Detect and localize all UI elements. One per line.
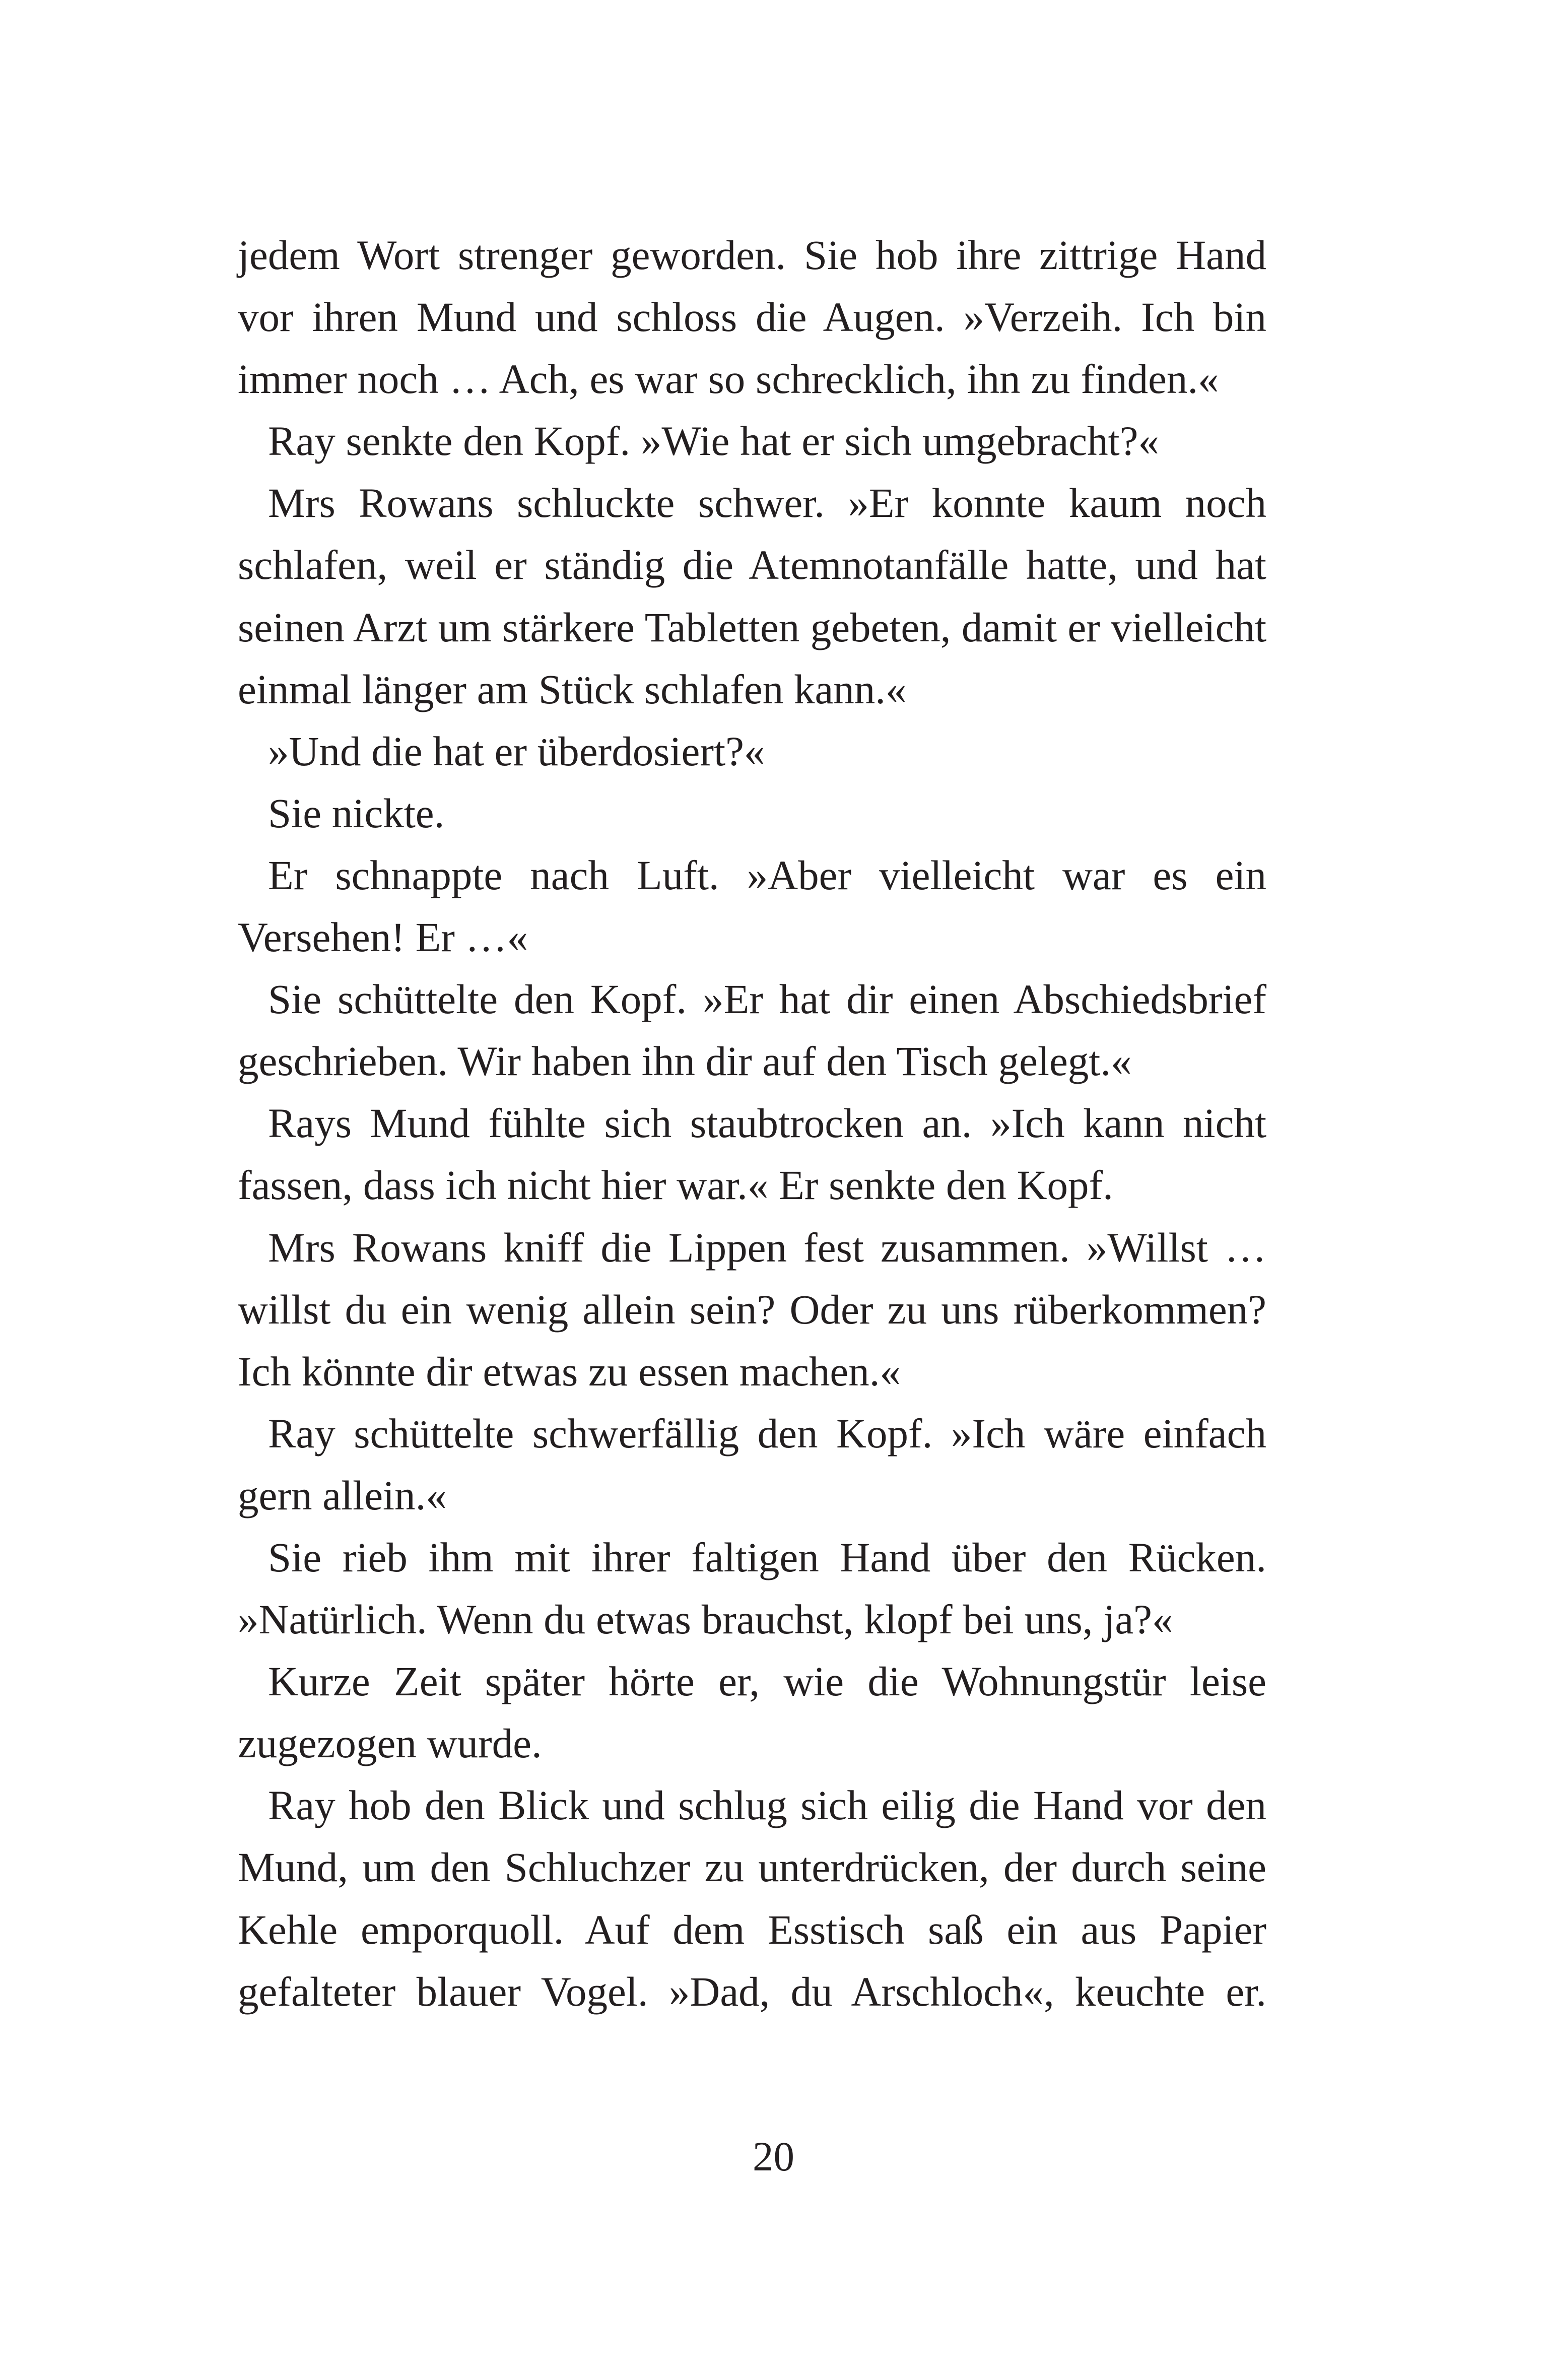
paragraph-3: Mrs Rowans schluckte schwer. »Er konnte kaum noch schlafen, weil er ständig die Atemnotanfälle hatte, und hat seinen Arzt um stärkere Tabletten gebeten, damit er vielleicht einmal länger am Stück schlafen kann.«	[238, 480, 1266, 712]
page-number: 20	[753, 2133, 794, 2179]
paragraph-7: Sie schüttelte den Kopf. »Er hat dir einen Abschiedsbrief geschrieben. Wir haben ihn dir auf den Tisch gelegt.«	[238, 976, 1266, 1085]
paragraph-6: Er schnappte nach Luft. »Aber vielleicht war es ein Versehen! Er …«	[238, 851, 1266, 961]
paragraph-1: jedem Wort strenger geworden. Sie hob ihre zittrige Hand vor ihren Mund und schloss die Augen. »Verzeih. Ich bin immer noch … Ach, es war so schrecklich, ihn zu finden.«	[238, 232, 1266, 403]
paragraph-11: Sie rieb ihm mit ihrer faltigen Hand über den Rücken. »Natürlich. Wenn du etwas brauchst, klopf bei uns, ja?«	[238, 1534, 1266, 1643]
paragraph-9: Mrs Rowans kniff die Lippen fest zusammen. »Willst … willst du ein wenig allein sein? Oder zu uns rüberkommen? Ich könnte dir etwas zu essen machen.«	[238, 1224, 1266, 1395]
paragraph-10: Ray schüttelte schwerfällig den Kopf. »Ich wäre einfach gern allein.«	[238, 1410, 1266, 1518]
body-text	[238, 224, 1266, 2023]
paragraph-13: Ray hob den Blick und schlug sich eilig die Hand vor den Mund, um den Schluchzer zu unterdrücken, der durch seine Kehle emporquoll. Auf dem Esstisch saß ein aus Papier gefalteter blauer Vogel. »Dad, du Arschloch«, keuchte er.	[238, 1782, 1266, 2015]
paragraph-4: »Und die hat er überdosiert?«	[268, 728, 765, 774]
paragraph-12: Kurze Zeit später hörte er, wie die Wohnungstür leise zugezogen wurde.	[238, 1658, 1266, 1767]
paragraph-8: Rays Mund fühlte sich staubtrocken an. »Ich kann nicht fassen, dass ich nicht hier war.« Er senkte den Kopf.	[238, 1100, 1266, 1209]
paragraph-2: Ray senkte den Kopf. »Wie hat er sich umgebracht?«	[268, 418, 1160, 465]
paragraph-5: Sie nickte.	[268, 789, 445, 836]
